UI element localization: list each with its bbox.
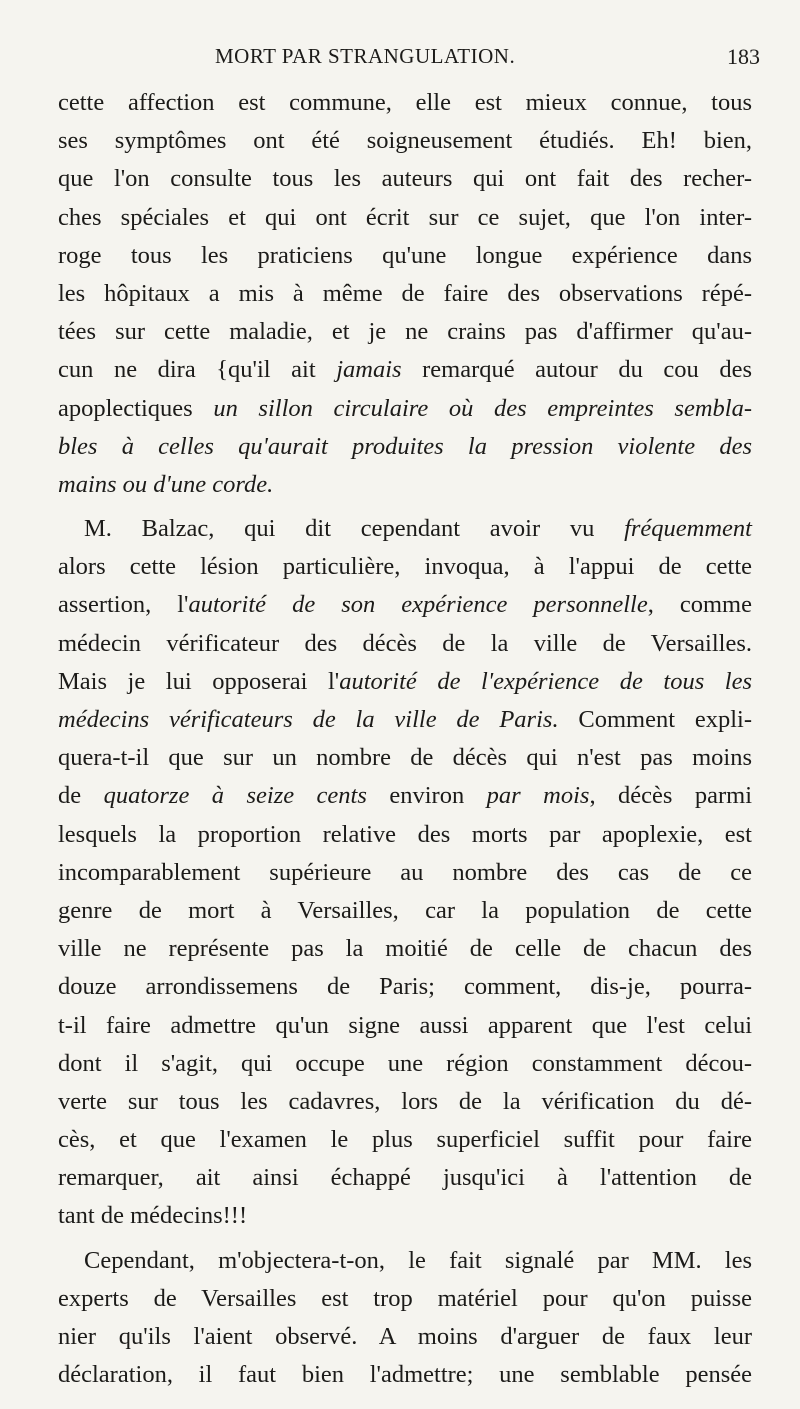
- text-line: [58, 1045, 752, 1083]
- text-line: [58, 1083, 752, 1121]
- text-run: douze arrondissemens de Paris; comment, dis-je, pourra-: [58, 973, 752, 1001]
- page-header: [60, 40, 760, 80]
- text-run: que l'on consulte tous les auteurs qui ont fait des recher-: [58, 165, 752, 193]
- text-run: roge tous les praticiens qu'une longue expérience dans: [58, 241, 752, 269]
- italic-text: par mois: [486, 782, 590, 810]
- text-line: [58, 854, 752, 892]
- text-line: [58, 1121, 752, 1159]
- text-line: [58, 237, 752, 275]
- text-run: cette affection est commune, elle est mieux connue, tous: [58, 89, 752, 116]
- text-line: [58, 390, 752, 428]
- text-line: [58, 275, 752, 313]
- text-line: [58, 1356, 752, 1394]
- text-run: verte sur tous les cadavres, lors de la vérification du dé-: [58, 1087, 752, 1115]
- italic-text: bles à celles qu'aurait produites la pression violente des: [58, 432, 752, 460]
- text-run: t-il faire admettre qu'un signe aussi apparent que l'est celui: [58, 1011, 752, 1039]
- text-run: cès, et que l'examen le plus superficiel suffit pour faire: [58, 1126, 752, 1154]
- text-run: dont il s'agit, qui occupe une région constamment décou-: [58, 1049, 752, 1077]
- text-line: [58, 968, 752, 1006]
- italic-text: autorité de l'expérience de tous les: [339, 667, 752, 695]
- body-text: [58, 84, 752, 1394]
- text-run: remarquer, ait ainsi échappé jusqu'ici à l'attention de: [58, 1164, 752, 1192]
- italic-text: autorité de son expérience personnelle: [188, 591, 648, 619]
- text-line: [58, 313, 752, 351]
- text-run: quera-t-il que sur un nombre de décès qui n'est pas moins: [58, 744, 752, 772]
- text-line: [58, 466, 752, 504]
- text-run: ches spéciales et qui ont écrit sur ce sujet, que l'on inter-: [58, 203, 752, 231]
- italic-text: jamais: [336, 356, 402, 384]
- text-run: ses symptômes ont été soigneusement étudiés. Eh! bien,: [58, 127, 752, 155]
- text-line: [58, 84, 752, 122]
- text-run: assertion, l': [58, 591, 189, 619]
- text-run: déclaration, il faut bien l'admettre; une semblable pensée: [58, 1361, 752, 1389]
- text-line: [58, 625, 752, 663]
- text-line: [58, 351, 752, 389]
- text-line: [58, 1280, 752, 1318]
- text-line: [58, 428, 752, 466]
- text-line: [58, 586, 752, 624]
- text-line: [58, 199, 752, 237]
- text-run: alors cette lésion particulière, invoqua, à l'appui de cette: [58, 553, 752, 581]
- text-line: [58, 930, 752, 968]
- text-run: Cependant, m'objectera-t-on, le fait signalé par MM. les: [84, 1246, 752, 1274]
- text-run: Comment expli-: [558, 706, 752, 733]
- text-run: M. Balzac, qui dit cependant avoir vu: [84, 515, 625, 543]
- page-number: 183: [727, 44, 760, 69]
- text-run: Mais je lui opposerai l': [58, 667, 340, 695]
- text-run: de: [58, 782, 104, 810]
- text-run: , comme: [647, 591, 752, 619]
- italic-text: un sillon circulaire où des empreintes sembla-: [213, 394, 752, 422]
- text-line: [58, 1159, 752, 1197]
- text-line: [58, 160, 752, 198]
- text-run: les hôpitaux a mis à même de faire des observations répé-: [58, 279, 752, 307]
- text-run: experts de Versailles est trop matériel pour qu'on puisse: [58, 1284, 752, 1312]
- text-run: incomparablement supérieure au nombre des cas de ce: [58, 858, 752, 886]
- text-line: [58, 663, 752, 701]
- text-run: médecin vérificateur des décès de la ville de Versailles.: [58, 629, 752, 657]
- text-line: [58, 548, 752, 586]
- text-run: remarqué autour du cou des: [401, 356, 752, 384]
- text-run: lesquels la proportion relative des morts par apoplexie, est: [58, 820, 752, 848]
- running-title: MORT PAR STRANGULATION.: [215, 44, 516, 68]
- text-line: [58, 701, 752, 739]
- text-line: [58, 1318, 752, 1356]
- text-run: genre de mort à Versailles, car la population de cette: [58, 896, 752, 924]
- text-run: nier qu'ils l'aient observé. A moins d'arguer de faux leur: [58, 1323, 752, 1350]
- italic-text: mains ou d'une corde.: [58, 470, 274, 498]
- italic-text: fréquemment: [624, 515, 752, 543]
- text-run: , décès parmi: [589, 782, 753, 810]
- text-run: ville ne représente pas la moitié de celle de chacun des: [58, 935, 752, 963]
- italic-text: médecins vérificateurs de la ville de Paris.: [58, 706, 559, 733]
- text-run: cun ne dira {qu'il ait: [58, 356, 337, 384]
- text-run: tant de médecins!!!: [58, 1202, 248, 1230]
- text-line: [58, 739, 752, 777]
- text-run: tées sur cette maladie, et je ne crains pas d'affirmer qu'au-: [58, 318, 752, 346]
- text-run: environ: [366, 782, 487, 810]
- text-line: [58, 892, 752, 930]
- text-line: [58, 1197, 752, 1235]
- text-line: [58, 1242, 752, 1280]
- text-line: [58, 122, 752, 160]
- italic-text: quatorze à seize cents: [103, 782, 367, 810]
- text-line: [58, 777, 752, 815]
- text-line: [58, 510, 752, 548]
- text-run: apoplectiques: [58, 394, 214, 422]
- text-line: [58, 816, 752, 854]
- text-line: [58, 1007, 752, 1045]
